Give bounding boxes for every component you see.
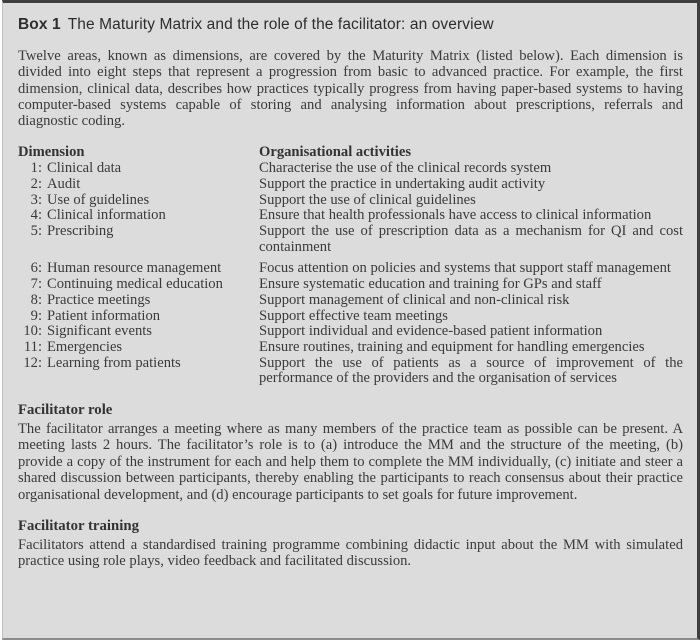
dimension-label: Emergencies (47, 338, 123, 355)
activity-text: Ensure that health professionals have access to clinical information (259, 207, 652, 224)
table-row (18, 309, 683, 325)
box-title-text: The Maturity Matrix and the role of the facilitator: an overview (67, 16, 494, 33)
activity-text: Support management of clinical and non-clinical risk (259, 291, 570, 308)
dimension-number: 11: (23, 338, 42, 355)
dimension-label: Clinical data (47, 160, 122, 177)
dimension-label: Significant events (47, 323, 152, 340)
dimension-label: Human resource management (47, 260, 222, 277)
activity-text: Focus attention on policies and systems that support staff management (259, 260, 671, 277)
dimension-label: Audit (47, 175, 81, 192)
dimension-number: 12: (23, 354, 42, 371)
facilitator-role-paragraph: The facilitator arranges a meeting where as many members of the practice team as possible can be present. A meeting lasts 2 hours. The facilitator’s role is to (a) introduce the MM and the structure of the meeting, (b) provide a copy of the instrument for each and help them to complete the MM individually, (c) initiate and steer a shared discussion between participants, thereby enabling the participants to reach consensus about their practice organisational development, and (d) encourage participants to set goals for future improvement. (18, 421, 683, 503)
activity-text: Support the use of prescription data as a mechanism for QI and cost containment (259, 223, 683, 255)
dimension-number: 9: (30, 307, 42, 324)
dimension-number: 8: (30, 291, 42, 308)
column-header-dimension: Dimension (18, 144, 85, 161)
dimension-label: Prescribing (47, 223, 114, 239)
table-row (18, 340, 683, 356)
dimension-label: Continuing medical education (47, 276, 223, 293)
box-1-panel (2, 0, 700, 640)
activity-text: Characterise the use of the clinical records system (259, 160, 552, 177)
dimensions-table (18, 145, 683, 387)
dimension-number: 10: (23, 323, 42, 340)
table-row (18, 208, 683, 224)
box-title (18, 16, 683, 34)
facilitator-training-heading: Facilitator training (18, 518, 139, 535)
activity-text: Support individual and evidence-based patient information (259, 323, 603, 340)
activity-text: Support the use of patients as a source of improvement of the performance of the providers and the organisation of services (259, 354, 683, 387)
table-row (18, 293, 683, 309)
intro-paragraph: Twelve areas, known as dimensions, are covered by the Maturity Matrix (listed below). Each dimension is divided into eight steps that represent a progression from basic to advanced practice. For example, the first dimension, clinical data, describes how practices typically progress from having paper-based systems to having computer-based systems capable of storing and analysing information about prescriptions, referrals and diagnostic coding. (18, 48, 683, 130)
table-row (18, 177, 683, 193)
dimension-number: 1: (30, 160, 42, 177)
table-row (18, 356, 683, 387)
box-number-label: Box 1 (18, 16, 61, 33)
dimension-label: Learning from patients (47, 354, 181, 371)
activity-text: Support effective team meetings (259, 307, 448, 324)
activity-text: Support the use of clinical guidelines (259, 191, 476, 208)
table-row (18, 277, 683, 293)
dimension-number: 3: (30, 191, 42, 208)
dimension-number: 5: (30, 223, 42, 239)
table-header-row (18, 145, 683, 161)
dimension-label: Clinical information (47, 207, 166, 224)
table-row (18, 161, 683, 177)
activity-text: Ensure routines, training and equipment for handling emergencies (259, 338, 645, 355)
table-row (18, 261, 683, 277)
dimension-label: Patient information (47, 307, 161, 324)
dimension-number: 7: (30, 276, 42, 293)
facilitator-training-paragraph: Facilitators attend a standardised training programme combining didactic input about the MM with simulated practice using role plays, video feedback and facilitated discussion. (18, 537, 683, 570)
column-header-activities: Organisational activities (259, 144, 412, 161)
dimension-number: 4: (30, 207, 42, 224)
activity-text: Support the practice in undertaking audit activity (259, 175, 546, 192)
table-row (18, 193, 683, 209)
dimension-number: 2: (30, 175, 42, 192)
facilitator-role-heading: Facilitator role (18, 402, 113, 419)
dimension-label: Practice meetings (47, 291, 151, 308)
activity-text: Ensure systematic education and training for GPs and staff (259, 276, 602, 293)
dimension-number: 6: (30, 260, 42, 277)
table-row (18, 324, 683, 340)
table-row (18, 224, 683, 255)
dimension-label: Use of guidelines (47, 191, 150, 208)
